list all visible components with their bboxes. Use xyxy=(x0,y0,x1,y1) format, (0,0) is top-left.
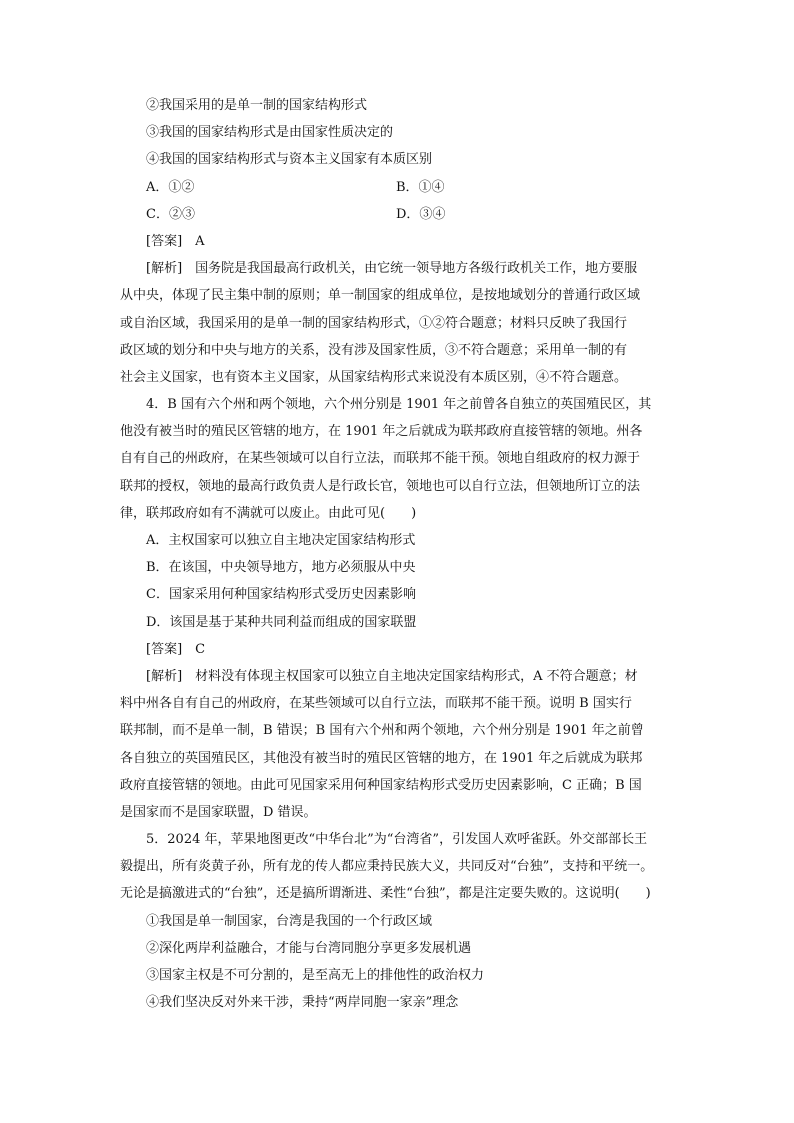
q3-analysis-line: 或自治区域，我国采用的是单一制的国家结构形式，①②符合题意；材料只反映了我国行 xyxy=(120,315,628,331)
page-content xyxy=(120,92,676,1016)
q4-stem-line: 自有自己的州政府，在某些领域可以自行立法，而联邦不能干预。领地自组政府的权力源于 xyxy=(120,451,641,467)
q4-analysis-line: 政府直接管辖的领地。由此可见国家采用何种国家结构形式受历史因素影响，C 正确；B 国 xyxy=(120,777,642,793)
q3-choice-c: C．②③ xyxy=(146,206,195,222)
q3-analysis-line: [解析] 国务院是我国最高行政机关，由它统一领导地方各级行政机关工作，地方要服 xyxy=(146,261,638,277)
q3-statement-2: ②我国采用的是单一制的国家结构形式 xyxy=(146,98,368,113)
q4-answer: [答案] C xyxy=(146,641,206,657)
q4-stem-line: 4．B 国有六个州和两个领地，六个州分别是 1901 年之前曾各自独立的英国殖民区，其 xyxy=(146,397,652,413)
q5-statement-1: ①我国是单一制国家，台湾是我国的一个行政区域 xyxy=(146,913,433,929)
q3-statement-3: ③我国的国家结构形式是由国家性质决定的 xyxy=(146,125,394,141)
q4-option-a: A．主权国家可以独立自主地决定国家结构形式 xyxy=(146,533,416,548)
q3-statement-4: ④我国的国家结构形式与资本主义国家有本质区别 xyxy=(146,152,433,168)
q3-answer: [答案] A xyxy=(146,233,205,249)
q5-stem-line: 5．2024 年，苹果地图更改“中华台北”为“台湾省”，引发国人欢呼雀跃。外交部部长王 xyxy=(146,832,648,848)
q5-statement-2: ②深化两岸利益融合，才能与台湾同胞分享更多发展机遇 xyxy=(146,940,472,956)
q3-analysis-line: 政区域的划分和中央与地方的关系，没有涉及国家性质，③不符合题意；采用单一制的有 xyxy=(120,342,628,358)
q3-choices-row-2 xyxy=(120,201,676,228)
q4-stem-line: 律，联邦政府如有不满就可以废止。由此可见( ) xyxy=(120,505,417,521)
q4-option-c: C．国家采用何种国家结构形式受历史因素影响 xyxy=(146,587,416,603)
q4-analysis-line: 是国家而不是国家联盟，D 错误。 xyxy=(120,804,317,820)
q3-analysis-line: 从中央，体现了民主集中制的原则；单一制国家的组成单位，是按地域划分的普通行政区域 xyxy=(120,288,641,304)
q4-option-b: B．在该国，中央领导地方，地方必须服从中央 xyxy=(146,560,416,576)
q4-analysis-line: 联邦制，而不是单一制，B 错误；B 国有六个州和两个领地，六个州分别是 1901 年之前曾 xyxy=(120,723,644,739)
q5-stem-line: 无论是搞激进式的“台独”，还是搞所谓渐进、柔性“台独”，都是注定要失败的。这说明( ) xyxy=(120,886,651,902)
q3-choice-a: A．①② xyxy=(146,179,195,195)
q4-analysis-line: [解析] 材料没有体现主权国家可以独立自主地决定国家结构形式，A 不符合题意；材 xyxy=(146,668,638,684)
q3-analysis-line: 社会主义国家，也有资本主义国家，从国家结构形式来说没有本质区别，④不符合题意。 xyxy=(120,369,628,385)
q4-stem-line: 他没有被当时的殖民区管辖的地方，在 1901 年之后就成为联邦政府直接管辖的领地。州各 xyxy=(120,424,643,440)
q5-statement-3: ③国家主权是不可分割的，是至高无上的排他性的政治权力 xyxy=(146,968,485,983)
q5-stem-line: 毅提出，所有炎黄子孙，所有龙的传人都应秉持民族大义，共同反对“台独”，支持和平统一。 xyxy=(120,859,654,875)
q5-statement-4: ④我们坚决反对外来干涉，秉持“两岸同胞一家亲”理念 xyxy=(146,995,459,1011)
q3-choice-b: B．①④ xyxy=(396,179,445,195)
q4-analysis-line: 料中州各自有自己的州政府，在某些领域可以自行立法，而联邦不能干预。说明 B 国实行 xyxy=(120,696,632,712)
q3-choice-d: D．③④ xyxy=(396,206,446,222)
q4-analysis-line: 各自独立的英国殖民区，其他没有被当时的殖民区管辖的地方，在 1901 年之后就成为联邦 xyxy=(120,750,643,766)
q4-option-d: D．该国是基于某种共同利益而组成的国家联盟 xyxy=(146,614,417,630)
q3-choices-row-1 xyxy=(120,174,676,201)
q4-stem-line: 联邦的授权，领地的最高行政负责人是行政长官，领地也可以自行立法，但领地所订立的法 xyxy=(120,478,641,494)
